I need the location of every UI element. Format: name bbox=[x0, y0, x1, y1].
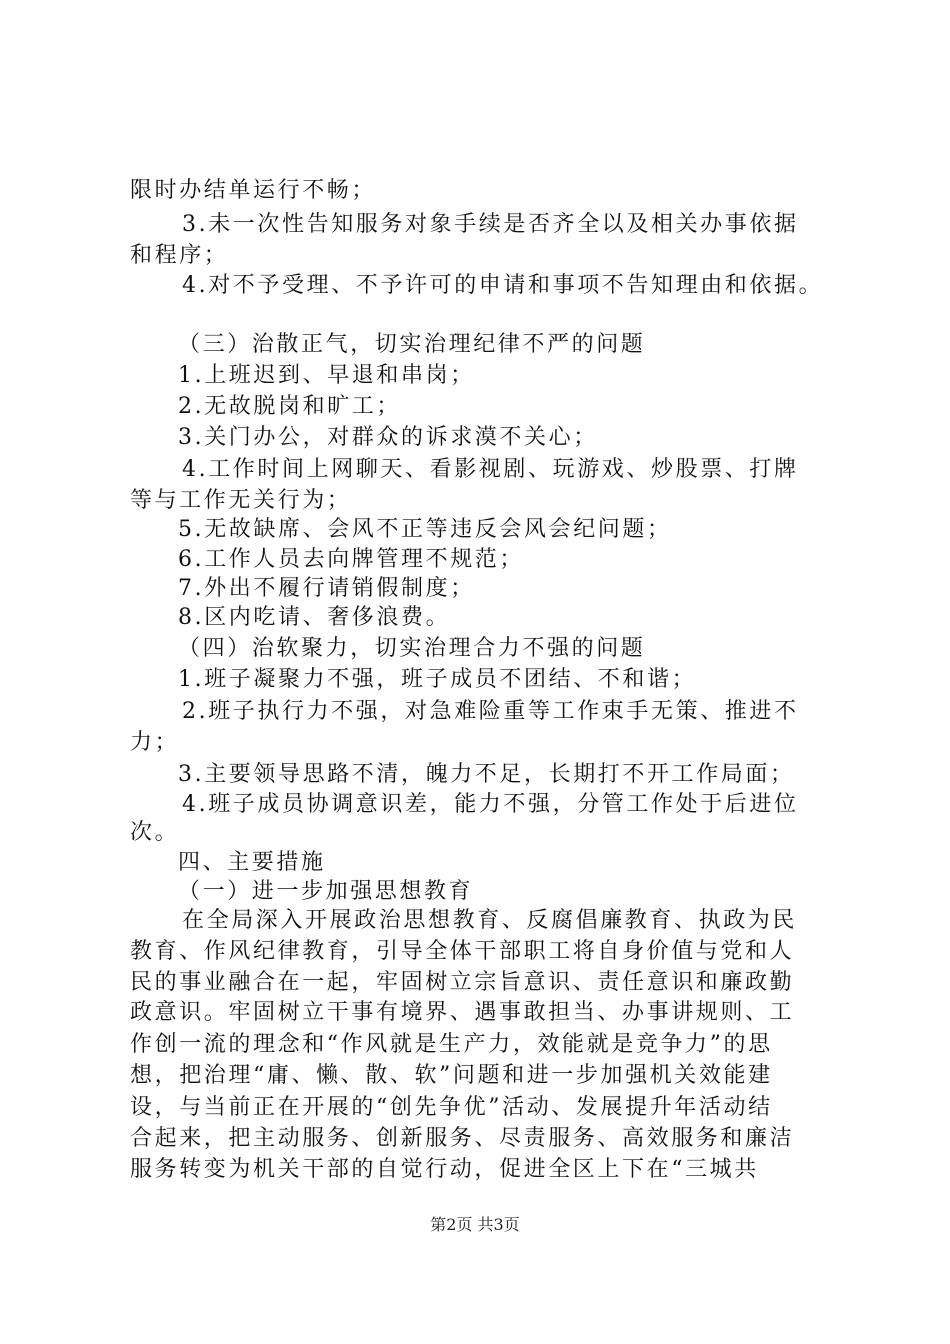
body-line: 限时办结单运行不畅； bbox=[130, 178, 377, 203]
paragraph-line: 服务转变为机关干部的自觉行动，促进全区上下在“三城共 bbox=[130, 1157, 759, 1182]
list-item: 5.无故缺席、会风不正等违反会风会纪问题； bbox=[178, 517, 672, 542]
paragraph-line: 想，把治理“庸、懒、散、软”问题和进一步加强机关效能建 bbox=[130, 1063, 773, 1088]
paragraph-line: 作创一流的理念和“作风就是生产力，效能就是竞争力”的思 bbox=[130, 1032, 773, 1057]
list-item: 2.无故脱岗和旷工； bbox=[178, 394, 401, 419]
list-item: 1.上班迟到、早退和串岗； bbox=[178, 363, 475, 388]
list-item: 4.工作时间上网聊天、看影视剧、玩游戏、炒股票、打牌 bbox=[182, 457, 799, 482]
paragraph-line: 民的事业融合在一起，牢固树立宗旨意识、责任意识和廉政勤 bbox=[130, 970, 795, 995]
body-line: 3.未一次性告知服务对象手续是否齐全以及相关办事依据 bbox=[182, 212, 799, 237]
section-heading: （三）治散正气，切实治理纪律不严的问题 bbox=[178, 332, 646, 357]
section-heading: 四、主要措施 bbox=[178, 850, 326, 875]
section-heading: （四）治软聚力，切实治理合力不强的问题 bbox=[178, 636, 646, 661]
list-item: 等与工作无关行为； bbox=[130, 488, 352, 513]
body-line: 和程序； bbox=[130, 243, 229, 268]
list-item: 8.区内吃请、奢侈浪费。 bbox=[178, 605, 451, 630]
list-item: 次。 bbox=[130, 820, 180, 845]
list-item: 3.主要领导思路不清，魄力不足，长期打不开工作局面； bbox=[178, 762, 795, 787]
subsection-heading: （一）进一步加强思想教育 bbox=[178, 879, 474, 904]
list-item: 3.关门办公，对群众的诉求漠不关心； bbox=[178, 425, 598, 450]
list-item: 力； bbox=[130, 730, 180, 755]
paragraph-line: 教育、作风纪律教育，引导全体干部职工将自身价值与党和人 bbox=[130, 939, 795, 964]
list-item: 6.工作人员去向牌管理不规范； bbox=[178, 547, 524, 572]
list-item: 1.班子凝聚力不强，班子成员不团结、不和谐； bbox=[178, 667, 697, 692]
list-item: 2.班子执行力不强，对急难险重等工作束手无策、推进不 bbox=[182, 699, 799, 724]
paragraph-line: 合起来，把主动服务、创新服务、尽责服务、高效服务和廉洁 bbox=[130, 1126, 795, 1151]
paragraph-line: 在全局深入开展政治思想教育、反腐倡廉教育、执政为民 bbox=[182, 908, 798, 933]
body-line: 4.对不予受理、不予许可的申请和事项不告知理由和依据。 bbox=[182, 273, 824, 298]
paragraph-line: 政意识。牢固树立干事有境界、遇事敢担当、办事讲规则、工 bbox=[130, 1000, 795, 1025]
list-item: 7.外出不履行请销假制度； bbox=[178, 576, 475, 601]
page-number-footer: 第2页 共3页 bbox=[430, 1215, 520, 1234]
paragraph-line: 设，与当前正在开展的“创先争优”活动、发展提升年活动结 bbox=[130, 1095, 773, 1120]
list-item: 4.班子成员协调意识差，能力不强，分管工作处于后进位 bbox=[182, 792, 799, 817]
